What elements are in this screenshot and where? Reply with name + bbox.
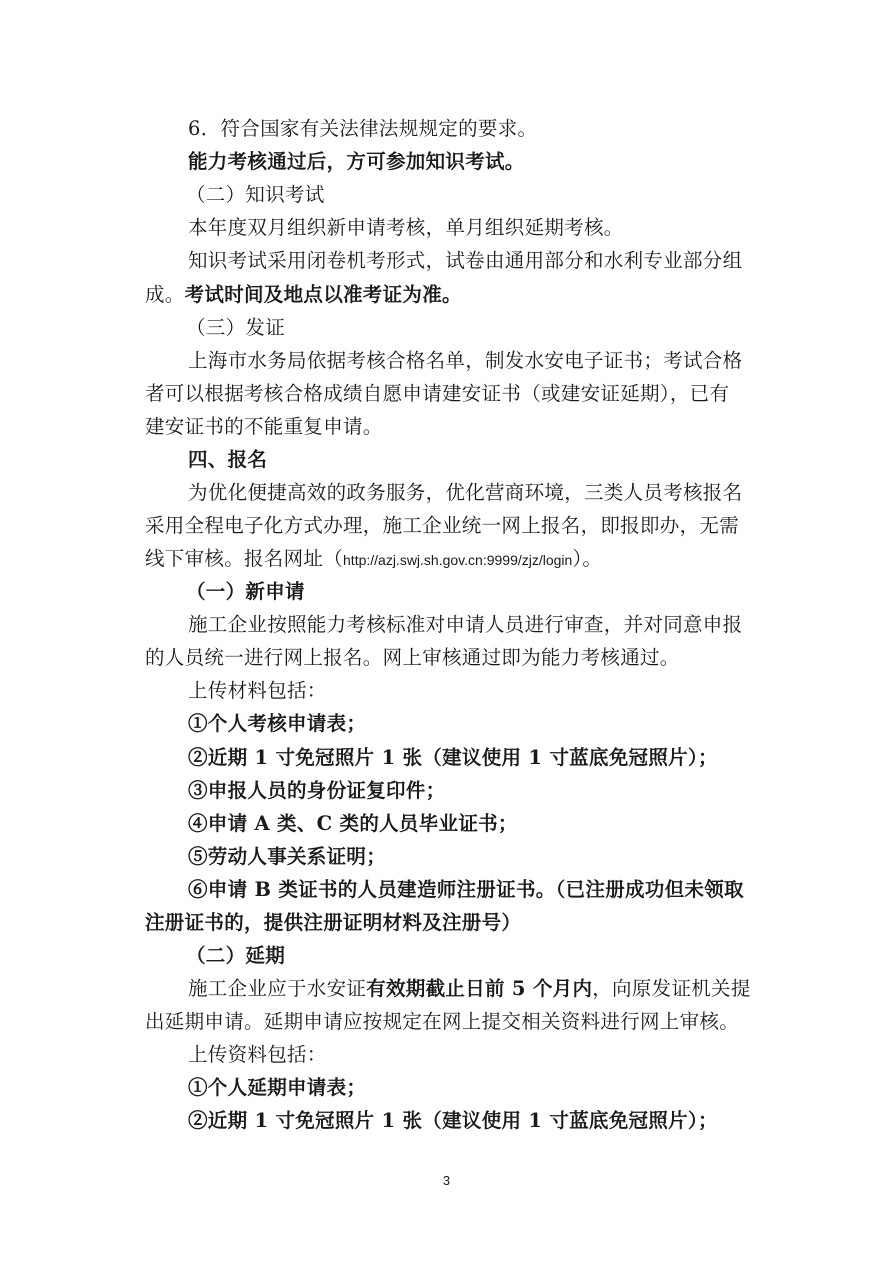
text-line: 建安证书的不能重复申请。 (145, 415, 383, 438)
text-line: 上海市水务局依据考核合格名单，制发水安电子证书；考试合格 (188, 349, 743, 372)
list-item: ④申请 A 类、C 类的人员毕业证书； (188, 812, 518, 835)
text-line: 上传资料包括： (188, 1043, 327, 1066)
section-heading: 四、报名 (188, 448, 268, 471)
page-number: 3 (442, 1173, 451, 1188)
text-span: ）。 (572, 547, 603, 570)
bold-line: 能力考核通过后，方可参加知识考试。 (188, 150, 525, 173)
text-line: 本年度双月组织新申请考核，单月组织延期考核。 (188, 216, 624, 239)
section-heading: （一）新申请 (186, 580, 305, 603)
text-line: 采用全程电子化方式办理，施工企业统一网上报名，即报即办，无需 (145, 514, 740, 537)
list-item: ⑥申请 B 类证书的人员建造师注册证书。（已注册成功但未领取 (188, 878, 744, 901)
section-heading: （二）知识考试 (186, 183, 325, 206)
list-item: ③申报人员的身份证复印件； (188, 779, 446, 802)
bold-span: 考试时间及地点以准考证为准。 (184, 283, 462, 306)
text-line (145, 546, 785, 573)
text-span: 线下审核。报名网址（ (145, 547, 344, 570)
text-line: 的人员统一进行网上报名。网上审核通过即为能力考核通过。 (145, 646, 680, 669)
text-span: 成。 (145, 283, 185, 306)
text-line (188, 976, 828, 1002)
list-item: ②近期 1 寸免冠照片 1 张（建议使用 1 寸蓝底免冠照片）； (188, 1109, 718, 1132)
text-line: 知识考试采用闭卷机考形式，试卷由通用部分和水利专业部分组 (188, 249, 743, 272)
registration-url: http://azj.swj.sh.gov.cn:9999/zjz/login (343, 552, 573, 568)
list-item: ②近期 1 寸免冠照片 1 张（建议使用 1 寸蓝底免冠照片）； (188, 746, 718, 769)
list-item: ⑤劳动人事关系证明； (188, 845, 387, 868)
section-heading: （三）发证 (186, 316, 286, 339)
text-line: 出延期申请。延期申请应按规定在网上提交相关资料进行网上审核。 (145, 1010, 740, 1033)
text-span: ，向原发证机关提 (592, 977, 751, 1000)
text-line: 施工企业按照能力考核标准对申请人员进行审查，并对同意申报 (188, 613, 743, 636)
text-line: 者可以根据考核合格成绩自愿申请建安证书（或建安证延期），已有 (145, 382, 730, 405)
text-line: 上传材料包括： (188, 679, 327, 702)
text-line: 6．符合国家有关法律法规规定的要求。 (188, 117, 538, 140)
list-item: ①个人延期申请表； (188, 1076, 367, 1099)
text-line: 为优化便捷高效的政务服务，优化营商环境，三类人员考核报名 (188, 481, 743, 504)
list-item: 注册证书的，提供注册证明材料及注册号） (145, 911, 522, 934)
text-line (145, 282, 785, 308)
bold-span: 有效期截止日前 5 个月内 (366, 977, 593, 1000)
text-span: 施工企业应于水安证 (188, 977, 367, 1000)
section-heading: （二）延期 (186, 944, 286, 967)
list-item: ①个人考核申请表； (188, 712, 367, 735)
